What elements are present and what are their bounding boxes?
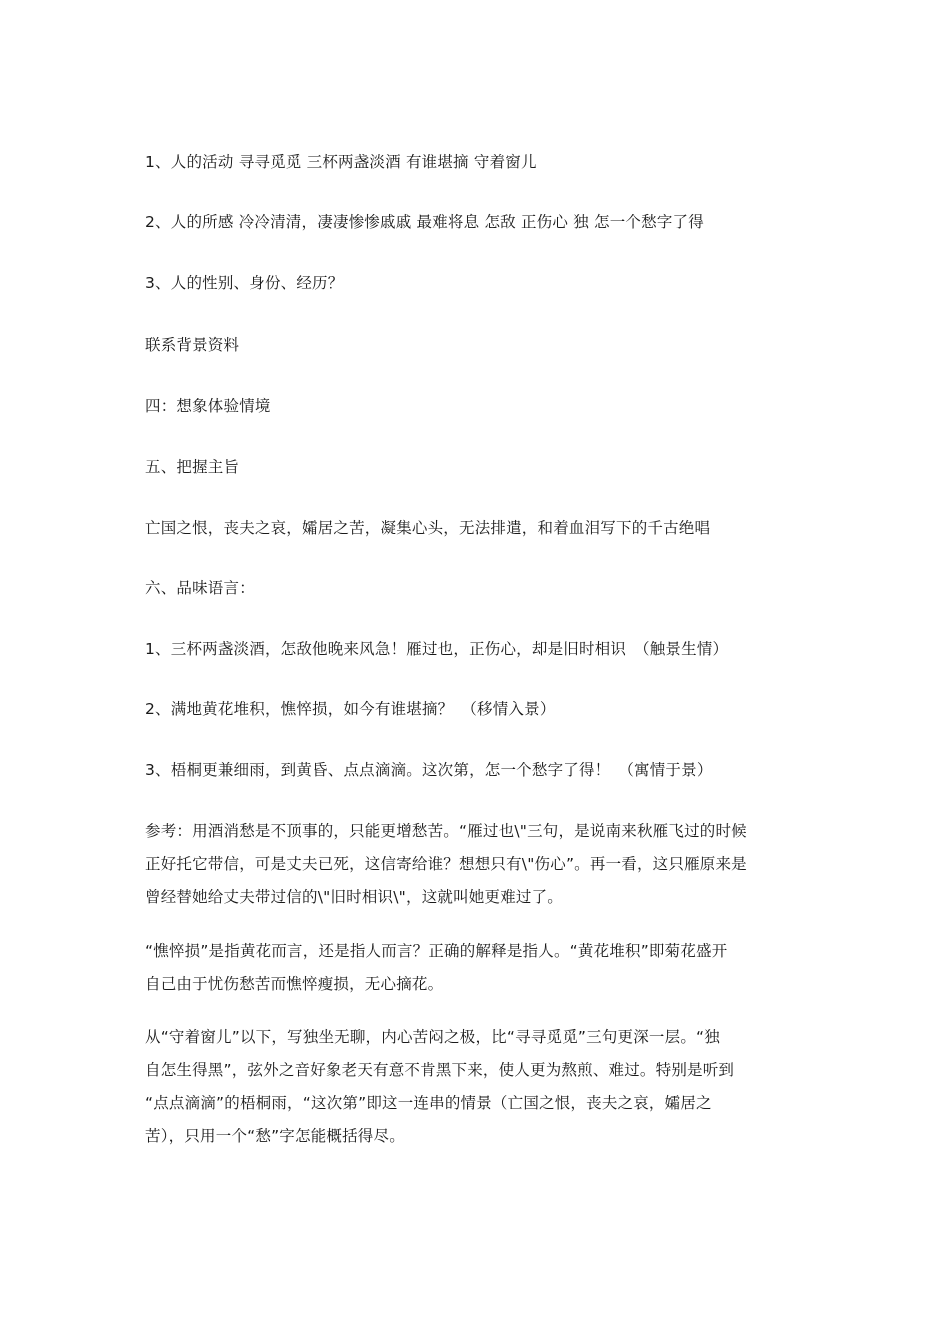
language-item-3: 3、梧桐更兼细雨，到黄昏、点点滴滴。这次第，怎一个愁字了得！ （寓情于景） xyxy=(145,761,713,779)
theme-summary-line: 亡国之恨，丧夫之哀，孀居之苦，凝集心头，无法排遣，和着血泪写下的千古绝唱 xyxy=(145,519,711,537)
reference-paragraph-1-line-2: 正好托它带信，可是丈夫已死，这信寄给谁？想想只有\"伤心”。再一看，这只雁原来是 xyxy=(145,855,747,873)
language-item-1: 1、三杯两盏淡酒，怎敌他晚来风急！雁过也，正伤心，却是旧时相识 （触景生情） xyxy=(145,640,729,658)
background-heading: 联系背景资料 xyxy=(145,336,240,354)
activity-line: 1、人的活动 寻寻觅觅 三杯两盏淡酒 有谁堪摘 守着窗儿 xyxy=(145,153,537,171)
reference-paragraph-1-line-3: 曾经替她给丈夫带过信的\"旧时相识\"，这就叫她更难过了。 xyxy=(145,888,564,906)
reference-paragraph-2 xyxy=(145,935,815,1001)
reference-paragraph-1 xyxy=(145,815,815,914)
section-six-heading: 六、品味语言： xyxy=(145,579,255,597)
reference-paragraph-3-line-1: 从“守着窗儿”以下，写独坐无聊，内心苦闷之极，比“寻寻觅觅”三句更深一层。“独 xyxy=(145,1028,720,1046)
language-item-2: 2、满地黄花堆积，憔悴损，如今有谁堪摘？ （移情入景） xyxy=(145,700,556,718)
feeling-line: 2、人的所感 冷冷清清，凄凄惨惨戚戚 最难将息 怎敌 正伤心 独 怎一个愁字了得 xyxy=(145,213,704,231)
reference-paragraph-3-line-4: 苦），只用一个“愁”字怎能概括得尽。 xyxy=(145,1127,405,1145)
identity-question-line: 3、人的性别、身份、经历？ xyxy=(145,274,344,292)
reference-paragraph-1-line-1: 参考：用酒消愁是不顶事的，只能更增愁苦。“雁过也\"三句，是说南来秋雁飞过的时候 xyxy=(145,822,747,840)
reference-paragraph-3-line-2: 自怎生得黑”，弦外之音好象老天有意不肯黑下来，使人更为熬煎、难过。特别是听到 xyxy=(145,1061,735,1079)
reference-paragraph-2-line-1: “憔悴损”是指黄花而言，还是指人而言？正确的解释是指人。“黄花堆积”即菊花盛开 xyxy=(145,942,728,960)
reference-paragraph-3-line-3: “点点滴滴”的梧桐雨，“这次第”即这一连串的情景（亡国之恨，丧夫之哀，孀居之 xyxy=(145,1094,712,1112)
reference-paragraph-3 xyxy=(145,1021,815,1153)
section-four-heading: 四：想象体验情境 xyxy=(145,397,271,415)
reference-paragraph-2-line-2: 自己由于忧伤愁苦而憔悴瘦损，无心摘花。 xyxy=(145,975,444,993)
section-five-heading: 五、把握主旨 xyxy=(145,458,240,476)
